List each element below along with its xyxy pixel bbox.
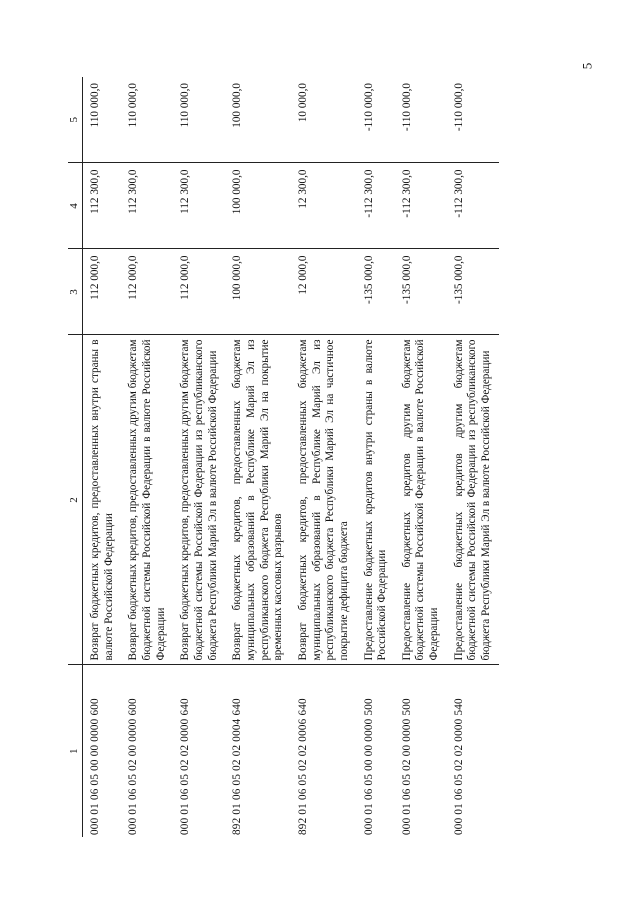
classification-code: 000 01 06 05 02 02 0000 540 [452, 698, 465, 835]
value-col-5: -110 000,0 [357, 77, 395, 163]
value-col-4: -112 300,0 [357, 163, 395, 249]
table-header [68, 77, 83, 837]
table-row [173, 77, 225, 837]
row-description: Предоставление бюджетных кредитов другим бюджетам бюджетной системы Российской Федерации в валюте Российской Федерации [395, 335, 447, 665]
value-col-5: -110 000,0 [447, 77, 499, 163]
table-row [225, 77, 291, 837]
value-col-3: -135 000,0 [357, 249, 395, 335]
value-col-5: 110 000,0 [173, 77, 225, 163]
row-description: Возврат бюджетных кредитов, предоставленных бюджетам муниципальных образований в Республике Марий Эл из республиканского бюджета Республики Марий Эл на частичное покрытие дефицита бюджета [291, 335, 357, 665]
classification-code: 000 01 06 05 00 00 0000 600 [89, 698, 101, 835]
rotated-budget-table-container [68, 77, 528, 837]
value-col-3: 12 000,0 [291, 249, 357, 335]
value-col-5: 100 000,0 [225, 77, 291, 163]
value-col-3: 112 000,0 [121, 249, 173, 335]
row-description: Возврат бюджетных кредитов, предоставленных бюджетам муниципальных образований в Республике Марий Эл из республиканского бюджета Республики Марий Эл на покрытие временных кассовых разрывов [225, 335, 291, 665]
classification-code: 892 01 06 05 02 02 0006 640 [296, 698, 309, 835]
value-col-5: 110 000,0 [121, 77, 173, 163]
value-col-3: 112 000,0 [173, 249, 225, 335]
table-header-row [68, 77, 83, 837]
value-col-4: 112 300,0 [83, 163, 122, 249]
value-col-5: 10 000,0 [291, 77, 357, 163]
column-header-1: 1 [68, 665, 83, 837]
table-row [83, 77, 122, 837]
value-col-4: 112 300,0 [173, 163, 225, 249]
table-row [357, 77, 395, 837]
row-description: Возврат бюджетных кредитов, предоставленных другим бюджетам бюджетной системы Российской Федерации из республиканского бюджета Республики Марий Эл в валюте Российской Федерации [173, 335, 225, 665]
table-row [291, 77, 357, 837]
budget-table [68, 77, 499, 837]
column-header-2: 2 [68, 335, 83, 665]
value-col-3: -135 000,0 [447, 249, 499, 335]
value-col-5: 110 000,0 [83, 77, 122, 163]
classification-code: 000 01 06 05 02 00 0000 600 [127, 698, 140, 835]
row-description: Предоставление бюджетных кредитов другим бюджетам бюджетной системы Российской Федерации из республиканского бюджета Республики Марий Эл в валюте Российской Федерации [447, 335, 499, 665]
value-col-3: 112 000,0 [83, 249, 122, 335]
classification-code: 000 01 06 05 02 02 0000 640 [179, 698, 192, 835]
row-description: Предоставление бюджетных кредитов внутри страны в валюте Российской Федерации [357, 335, 395, 665]
table-row [447, 77, 499, 837]
classification-code: 892 01 06 05 02 02 0004 640 [231, 698, 244, 835]
value-col-4: -112 300,0 [395, 163, 447, 249]
value-col-4: -112 300,0 [447, 163, 499, 249]
column-header-4: 4 [68, 163, 83, 249]
value-col-3: -135 000,0 [395, 249, 447, 335]
table-row [121, 77, 173, 837]
value-col-4: 12 300,0 [291, 163, 357, 249]
column-header-5: 5 [68, 77, 83, 163]
value-col-5: -110 000,0 [395, 77, 447, 163]
value-col-4: 112 300,0 [121, 163, 173, 249]
column-header-3: 3 [68, 249, 83, 335]
row-description: Возврат бюджетных кредитов, предоставленных внутри страны в валюте Российской Федерации [83, 335, 122, 665]
classification-code: 000 01 06 05 00 00 0000 500 [362, 698, 375, 835]
page-number: 5 [579, 62, 595, 70]
value-col-4: 100 000,0 [225, 163, 291, 249]
table-row [395, 77, 447, 837]
value-col-3: 100 000,0 [225, 249, 291, 335]
classification-code: 000 01 06 05 02 00 0000 500 [400, 698, 413, 835]
row-description: Возврат бюджетных кредитов, предоставленных другим бюджетам бюджетной системы Российской Федерации в валюте Российской Федерации [121, 335, 173, 665]
